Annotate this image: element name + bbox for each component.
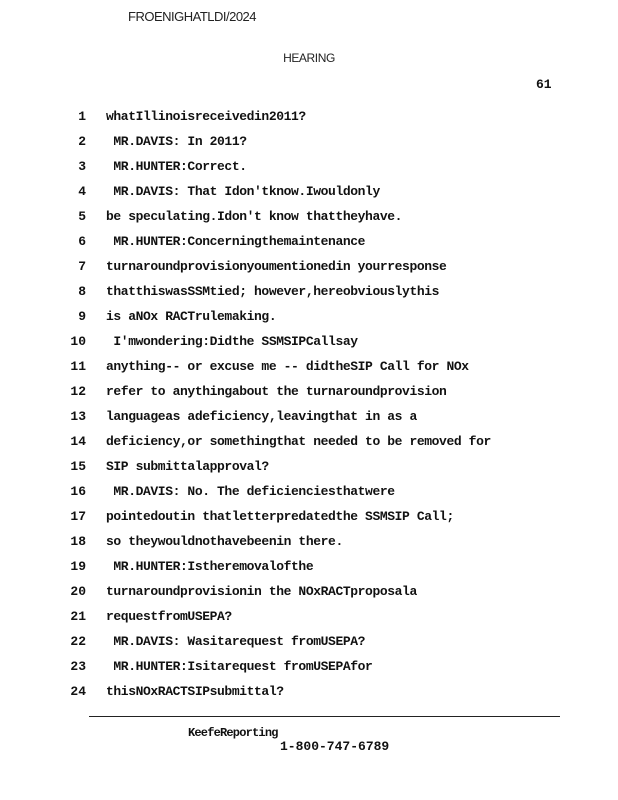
footer-reporter-stamp: KeefeReporting	[188, 726, 278, 740]
transcript-line	[0, 209, 618, 234]
transcript-line	[0, 159, 618, 184]
line-number: 4	[78, 184, 86, 199]
transcript-line	[0, 484, 618, 509]
transcript-line	[0, 659, 618, 684]
transcript-line	[0, 559, 618, 584]
line-number: 12	[70, 384, 86, 399]
line-text: languageas adeficiency,leavingthat in as a	[106, 409, 417, 424]
transcript-line	[0, 284, 618, 309]
line-text: MR.HUNTER:Isitarequest fromUSEPAfor	[106, 659, 373, 674]
line-text: be speculating.Idon't know thattheyhave.	[106, 209, 403, 224]
transcript-line	[0, 409, 618, 434]
line-text: I'mwondering:Didthe SSMSIPCallsay	[106, 334, 358, 349]
line-number: 13	[70, 409, 86, 424]
line-text: SIP submittalapproval?	[106, 459, 269, 474]
line-number: 3	[78, 159, 86, 174]
footer-divider	[89, 716, 560, 717]
transcript-line	[0, 609, 618, 634]
transcript-line	[0, 384, 618, 409]
line-number: 15	[70, 459, 86, 474]
line-text: turnaroundprovisionin the NOxRACTproposala	[106, 584, 417, 599]
transcript-line	[0, 634, 618, 659]
line-text: thisNOxRACTSIPsubmittal?	[106, 684, 284, 699]
line-text: is aNOx RACTrulemaking.	[106, 309, 277, 324]
line-number: 17	[70, 509, 86, 524]
transcript-line	[0, 509, 618, 534]
line-text: whatIllinoisreceivedin2011?	[106, 109, 306, 124]
transcript-line	[0, 234, 618, 259]
transcript-line	[0, 359, 618, 384]
transcript-line	[0, 259, 618, 284]
transcript-line	[0, 134, 618, 159]
line-number: 11	[70, 359, 86, 374]
transcript-line	[0, 434, 618, 459]
line-text: so theywouldnothavebeenin there.	[106, 534, 343, 549]
line-number: 21	[70, 609, 86, 624]
line-number: 23	[70, 659, 86, 674]
transcript-line	[0, 109, 618, 134]
line-text: MR.HUNTER:Correct.	[106, 159, 247, 174]
line-number: 5	[78, 209, 86, 224]
line-text: MR.DAVIS: Wasitarequest fromUSEPA?	[106, 634, 366, 649]
line-number: 16	[70, 484, 86, 499]
transcript-line	[0, 584, 618, 609]
transcript-line	[0, 334, 618, 359]
line-text: turnaroundprovisionyoumentionedin yourresponse	[106, 259, 447, 274]
line-number: 10	[70, 334, 86, 349]
line-text: MR.DAVIS: In 2011?	[106, 134, 247, 149]
line-text: MR.DAVIS: That Idon'tknow.Iwouldonly	[106, 184, 380, 199]
line-number: 9	[78, 309, 86, 324]
line-number: 1	[78, 109, 86, 124]
line-text: anything-- or excuse me -- didtheSIP Call for NOx	[106, 359, 469, 374]
line-number: 20	[70, 584, 86, 599]
line-text: refer to anythingabout the turnaroundprovision	[106, 384, 447, 399]
line-number: 7	[78, 259, 86, 274]
line-number: 22	[70, 634, 86, 649]
line-text: MR.DAVIS: No. The deficienciesthatwere	[106, 484, 395, 499]
line-text: deficiency,or somethingthat needed to be removed for	[106, 434, 491, 449]
line-text: requestfromUSEPA?	[106, 609, 232, 624]
document-title: HEARING	[283, 51, 335, 65]
line-text: MR.HUNTER:Istheremovalofthe	[106, 559, 314, 574]
line-text: thatthiswasSSMtied; however,hereobviouslythis	[106, 284, 440, 299]
transcript-line	[0, 534, 618, 559]
line-number: 24	[70, 684, 86, 699]
line-number: 14	[70, 434, 86, 449]
transcript-line	[0, 309, 618, 334]
line-text: MR.HUNTER:Concerningthemaintenance	[106, 234, 366, 249]
line-number: 2	[78, 134, 86, 149]
transcript-line	[0, 459, 618, 484]
header-stamp: FROENIGHATLDI/2024	[128, 9, 257, 24]
transcript-line	[0, 184, 618, 209]
line-number: 19	[70, 559, 86, 574]
line-number: 8	[78, 284, 86, 299]
line-number: 18	[70, 534, 86, 549]
page-number: 61	[536, 77, 552, 92]
transcript-line	[0, 684, 618, 709]
footer-phone: 1-800-747-6789	[280, 739, 390, 754]
line-text: pointedoutin thatletterpredatedthe SSMSIP Call;	[106, 509, 454, 524]
line-number: 6	[78, 234, 86, 249]
